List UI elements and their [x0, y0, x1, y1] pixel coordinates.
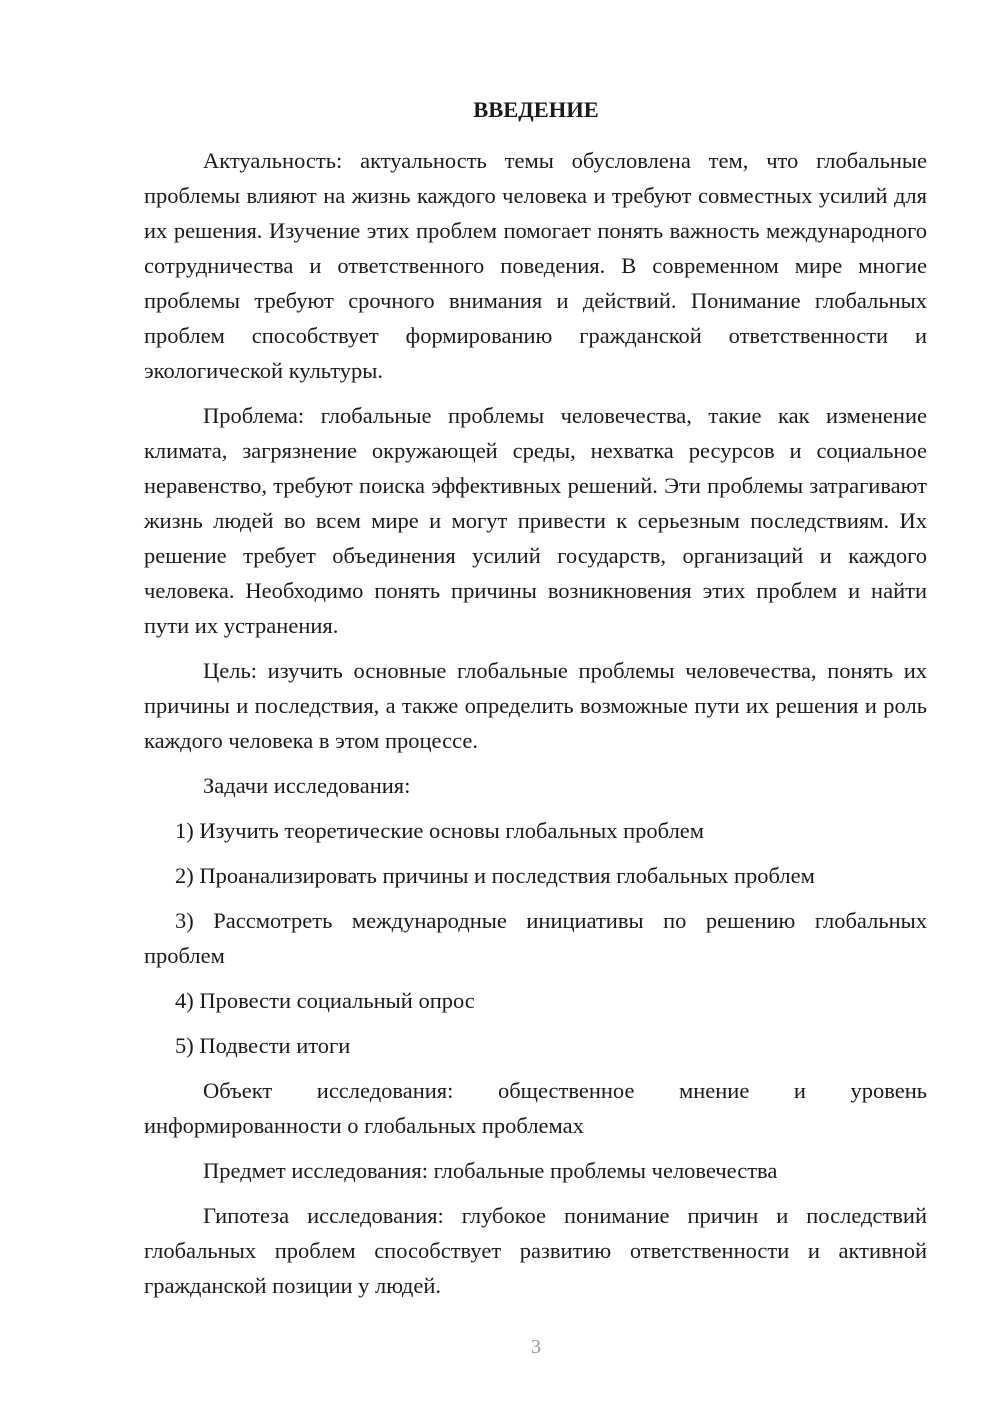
- relevance-paragraph: Актуальность: актуальность темы обусловлена тем, что глобальные проблемы влияют на жизнь каждого человека и требуют совместных усилий для их решения. Изучение этих проблем помогает понять важность международного сотрудничества и ответственного поведения. В современном мире многие проблемы требуют срочного внимания и действий. Понимание глобальных проблем способствует формированию гражданской ответственности и экологической культуры.: [144, 148, 927, 383]
- tasks-heading: Задачи исследования:: [203, 773, 411, 798]
- task-list-item: 3) Рассмотреть международные инициативы по решению глобальных проблем: [144, 908, 927, 968]
- page-number: 3: [531, 1336, 541, 1358]
- problem-paragraph: Проблема: глобальные проблемы человечества, такие как изменение климата, загрязнение окружающей среды, нехватка ресурсов и социальное неравенство, требуют поиска эффективных решений. Эти проблемы затрагивают жизнь людей во всем мире и могут привести к серьезным последствиям. Их решение требует объединения усилий государств, организаций и каждого человека. Необходимо понять причины возникновения этих проблем и найти пути их устранения.: [144, 403, 927, 638]
- task-list-item: 5) Подвести итоги: [175, 1033, 351, 1058]
- task-list-item: 2) Проанализировать причины и последствия глобальных проблем: [175, 863, 815, 888]
- page-title: ВВЕДЕНИЕ: [473, 97, 599, 122]
- subject-paragraph: Предмет исследования: глобальные проблемы человечества: [203, 1158, 778, 1183]
- object-paragraph: Объект исследования: общественное мнение и уровень информированности о глобальных проблемах: [144, 1078, 927, 1138]
- task-list-item: 1) Изучить теоретические основы глобальных проблем: [175, 818, 705, 843]
- goal-paragraph: Цель: изучить основные глобальные проблемы человечества, понять их причины и последствия, а также определить возможные пути их решения и роль каждого человека в этом процессе.: [144, 658, 927, 753]
- document-body: [144, 143, 927, 1313]
- hypothesis-paragraph: Гипотеза исследования: глубокое понимание причин и последствий глобальных проблем способствует развитию ответственности и активной гражданской позиции у людей.: [144, 1203, 927, 1298]
- task-list-item: 4) Провести социальный опрос: [175, 988, 475, 1013]
